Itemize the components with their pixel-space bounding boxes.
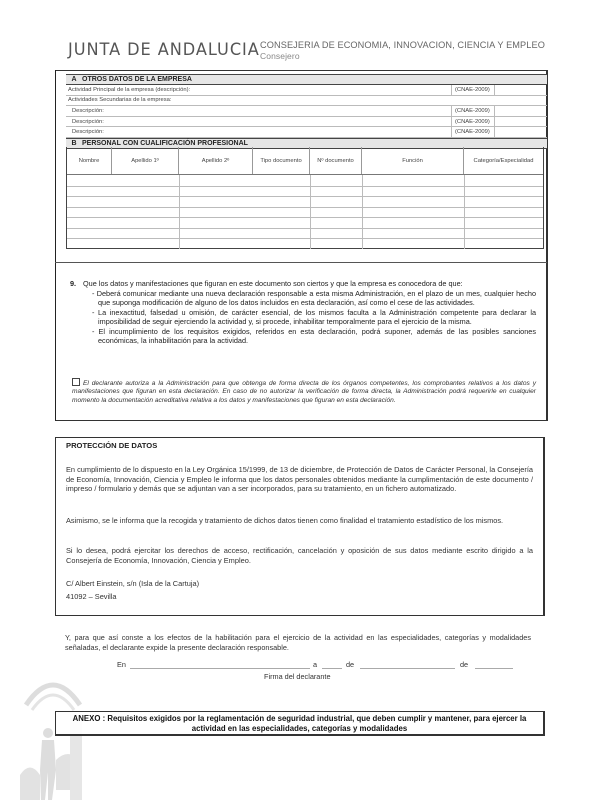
col-apellido2: Apellido 2º: [179, 147, 253, 174]
a-label: a: [313, 660, 318, 669]
personnel-table-header: [67, 147, 543, 175]
section-divider: [55, 262, 547, 263]
table-row-line: [67, 207, 543, 208]
cnae-label: (CNAE-2009): [451, 127, 494, 137]
annex-box: [55, 711, 545, 736]
cnae-code-field[interactable]: [494, 85, 547, 95]
main-activity-row[interactable]: [66, 85, 547, 96]
col-categoria: Categoría/Especialidad: [473, 157, 534, 164]
signature-label: Firma del declarante: [264, 672, 331, 681]
department-sub: Consejero: [260, 51, 300, 61]
protection-postal: 41092 – Sevilla: [66, 592, 117, 601]
cnae-label: (CNAE-2009): [451, 85, 494, 95]
table-row-line: [67, 238, 543, 239]
department-name: CONSEJERIA DE ECONOMIA, INNOVACION, CIENCIA Y EMPLEO: [260, 40, 545, 50]
secondary-activities-row: [66, 96, 547, 107]
col-nombre: Nombre: [67, 147, 112, 174]
department-header: [260, 40, 545, 61]
secondary-activity-row[interactable]: [66, 127, 547, 138]
section-a-header: [66, 74, 547, 85]
month-field[interactable]: [360, 668, 455, 669]
description-label: Descripción:: [72, 118, 104, 125]
protection-paragraph: Asimismo, se le informa que la recogida y tratamiento de dichos datos tienen como finalidad el tratamiento estadístico de los mismos.: [66, 516, 504, 525]
col-funcion: Función: [362, 147, 464, 174]
day-field[interactable]: [322, 668, 342, 669]
en-label: En: [117, 660, 126, 669]
de-label: de: [460, 660, 469, 669]
annex-text: : Requisitos exigidos por la reglamentación de seguridad industrial, que deben cumplir y mantener, para ejercer la actividad en las especialidades, categorías y modalidades: [100, 714, 527, 733]
col-apellido1: Apellido 1º: [112, 147, 179, 174]
closing-statement: Y, para que así conste a los efectos de la habilitación para el ejercicio de la actividad en las especialidades, categorías y modalidades señaladas, el declarante expide la presente declaración responsable.: [65, 633, 531, 652]
cnae-code-field[interactable]: [494, 127, 547, 137]
authorization-checkbox[interactable]: [72, 378, 80, 386]
table-row-line: [67, 228, 543, 229]
data-protection-title: PROTECCIÓN DE DATOS: [66, 441, 158, 450]
personnel-table: [66, 147, 544, 249]
table-row-line: [67, 186, 543, 187]
data-protection-box: [55, 437, 545, 616]
section-a: [66, 74, 547, 149]
declaration-number: 9.: [70, 279, 77, 288]
col-num-documento: Nº documento: [310, 147, 362, 174]
cnae-code-field[interactable]: [494, 106, 547, 116]
declaration-9: [70, 279, 536, 346]
section-a-letter: A: [71, 76, 77, 83]
table-row-line: [67, 217, 543, 218]
place-field[interactable]: [130, 668, 310, 669]
description-label: Descripción:: [72, 107, 104, 114]
protection-address: C/ Albert Einstein, s/n (Isla de la Cartuja): [66, 579, 200, 588]
personnel-table-body[interactable]: [67, 175, 543, 249]
protection-paragraph: Si lo desea, podrá ejercitar los derechos de acceso, rectificación, cancelación y oposición de sus datos mediante escrito dirigido a la Consejería de Economía, Innovación, Ciencia y Empleo.: [66, 546, 533, 565]
year-field[interactable]: [475, 668, 513, 669]
description-label: Descripción:: [72, 129, 104, 136]
secondary-activities-label: Actividades Secundarias de la empresa:: [68, 97, 172, 104]
cnae-code-field[interactable]: [494, 117, 547, 127]
declaration-intro: Que los datos y manifestaciones que figuran en este documento son ciertos y que la empresa es conocedora de que:: [83, 279, 463, 288]
section-a-title: OTROS DATOS DE LA EMPRESA: [82, 76, 192, 83]
section-b-letter: B: [71, 139, 77, 147]
secondary-activity-row[interactable]: [66, 106, 547, 117]
declaration-item: - La inexactitud, falsedad u omisión, de carácter esencial, de los mismos faculta a la Administración competente para declarar la imposibilidad de seguir ejerciendo la actividad y, si procede, inhabilitar temporalmente para el ejercicio de la misma.: [92, 307, 536, 327]
cnae-label: (CNAE-2009): [451, 117, 494, 127]
declaration-item: - El incumplimiento de los requisitos exigidos, referidos en esta declaración, podrá suponer, además de las posibles sanciones económicas, la inhabilitación para la actividad.: [92, 326, 536, 346]
main-activity-label: Actividad Principal de la empresa (descripción):: [68, 86, 191, 93]
protection-paragraph: En cumplimiento de lo dispuesto en la Ley Orgánica 15/1999, de 13 de diciembre, de Protección de Datos de Carácter Personal, la Consejería de Economía, Innovación, Ciencia y Empleo le informa que los datos personales obtenidos mediante la cumplimentación de este documento / impreso / formulario y demás que se adjuntan van a ser incorporados, para su tratamiento, en un fichero automatizado.: [66, 465, 533, 494]
col-tipo-documento: Tipo documento: [253, 147, 310, 174]
secondary-activity-row[interactable]: [66, 117, 547, 128]
authorization-text: El declarante autoriza a la Administración para que obtenga de forma directa de los órganos competentes, los comprobantes relativos a los datos y manifestaciones que figuran en esta declaración. En caso de no autorizar la verificación de forma directa, la Administración podrá requerirle en cualquier momento la documentación acreditativa relativa a los datos y manifestaciones que figuran en esta declaración.: [72, 380, 536, 404]
junta-logo: JUNTA DE ANDALUCIA: [68, 40, 260, 60]
cnae-label: (CNAE-2009): [451, 106, 494, 116]
declaration-item: - Deberá comunicar mediante una nueva declaración responsable a esta misma Administración, en el plazo de un mes, cualquier hecho que suponga modificación de alguno de los datos incluidos en esta declaración, así como el cese de las actividades.: [92, 288, 536, 308]
section-b-title: PERSONAL CON CUALIFICACIÓN PROFESIONAL: [82, 139, 248, 147]
table-row-line: [67, 196, 543, 197]
de-label: de: [346, 660, 355, 669]
authorization-clause: [72, 378, 536, 405]
annex-label: ANEXO: [72, 714, 101, 723]
